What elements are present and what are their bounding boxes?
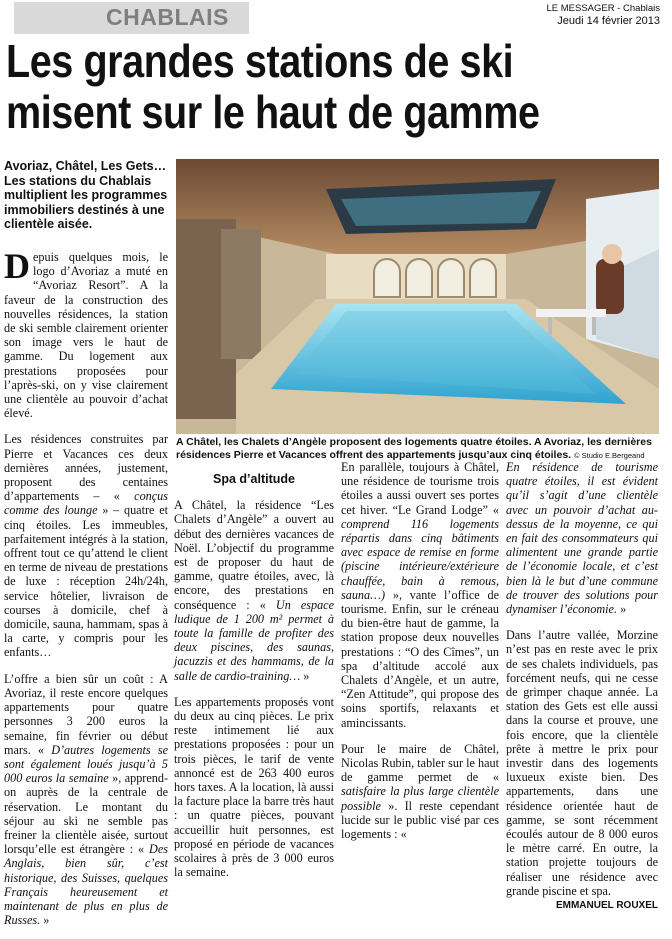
paragraph-text: », vante l’office de tourisme. Enfin, sur le créneau du bien-être haut de gamme, la station propose deux nouvelles prestations : “O des Cîmes”, un spa d’altitude accolé aux Chalets d’Angèle, et un autre, “Zen Attitude”, qui propose des soins sportifs, relaxants et amincissants. xyxy=(341,587,499,730)
publication-name: LE MESSAGER - Chablais xyxy=(546,3,660,14)
paragraph-text: » xyxy=(620,602,627,617)
headline-line-1: Les grandes stations de ski xyxy=(6,35,514,87)
paragraph-text: Dans l’autre vallée, Morzine n’est pas en reste avec le prix de ses chalets individuels, pas forcément neufs, qui ne cesse de grimper chaque année. La station des Gets est elle aussi dans la course et prouve, une fois encore, que la clientèle prête à mettre le prix pour investir dans des logements luxueux existe bien. Des appartements, dans une résidence orientée haut de gamme, se sont récemment écoulés autour de 8 000 euros le mètre carré. En outre, la station projette toujours de réaliser une résidence avec grande piscine et spa. xyxy=(506,628,658,898)
subheading: Spa d’altitude xyxy=(213,472,295,486)
paragraph-text: En parallèle, toujours à Châtel, une résidence de tourisme trois étoiles a aussi ouvert ses portes cet hiver. “Le Grand Lodge” « xyxy=(341,460,499,517)
publication-date: Jeudi 14 février 2013 xyxy=(557,14,660,27)
quote: comprend 116 logements répartis dans cinq bâtiments avec espace de remise en forme (piscine intérieure/extérieure chauffée, bain à remous, sauna…) xyxy=(341,516,499,602)
lede: Avoriaz, Châtel, Les Gets… Les stations du Chablais multiplient les programmes immobiliers destinés à une clientèle aisée. xyxy=(4,159,168,231)
photo-credit: © Studio E.Bergeand xyxy=(574,450,645,460)
article-column-2 xyxy=(174,472,334,891)
section-banner xyxy=(14,2,249,34)
article-column-1 xyxy=(4,246,169,939)
paragraph xyxy=(4,246,168,421)
paragraph xyxy=(174,498,334,683)
headline-line-2: misent sur le haut de gamme xyxy=(6,86,540,138)
masthead-info xyxy=(546,4,660,28)
paragraph xyxy=(174,695,334,880)
paragraph-text: » – quatre et cinq étoiles. Les immeubles, parfaitement intégrés à la station, offrent tout ce qu’attend le client en terme de niveau de prestations de luxe : réception 24h/24h, service hôtelier, livraison de courses à domicile, chef à domicile, sauna, hammam, spas à la carte, y compris pour les enfants… xyxy=(4,503,168,660)
paragraph xyxy=(506,628,658,898)
photo-caption xyxy=(176,436,659,462)
paragraph-text: Les appartements proposés vont du deux au cinq pièces. Le prix reste intimement lié aux prestations proposées : pour un trois pièces, le tarif de vente annoncé est de 263 400 euros hors taxes. A la location, là aussi la facture place la barre très haut : un quatre pièces, pouvant accueillir huit personnes, est proposé en période de vacances scolaires à près de 3 000 euros la semaine. xyxy=(174,694,334,880)
quote: satisfaire la plus large clientèle possible xyxy=(341,784,499,813)
quote: Un espace ludique de 1 200 m² permet à toute la famille de profiter des deux piscines, des saunas, jacuzzis et des hammams, de la salle de cardio-training… xyxy=(174,597,334,683)
quote: En résidence de tourisme quatre étoiles, il est évident qu’il s’agit d’une clientèle avec un pouvoir d’achat au-dessus de la moyenne, ce qui en fait des consommateurs qui alimentent une grande partie de l’économie locale, et c’est bien là le but d’une commune de trouver des solutions pour dynamiser l’économie. xyxy=(506,460,658,617)
caption-text: A Châtel, les Chalets d’Angèle proposent des logements quatre étoiles. A Avoriaz, les dernières résidences Pierre et Vacances offrent des appartements jusqu’aux cinq étoiles. xyxy=(176,436,652,461)
paragraph xyxy=(341,460,499,730)
paragraph-text: A Châtel, la résidence “Les Chalets d’Angèle” a ouvert au début des dernières vacances de Noël. L’objectif du programme est de proposer du haut de gamme, quatre étoiles, avec, là encore, des prestations en conséquence : « xyxy=(174,498,334,612)
paragraph-text: Pour le maire de Châtel, Nicolas Rubin, tabler sur le haut de gamme permet de « xyxy=(341,741,499,785)
author-signature: EMMANUEL ROUXEL xyxy=(555,900,658,912)
pool-photo-illustration xyxy=(176,159,659,434)
paragraph-text: » xyxy=(303,668,310,683)
section-title: CHABLAIS xyxy=(106,4,229,30)
paragraph-text: » xyxy=(43,913,50,928)
pool-photo xyxy=(176,159,659,434)
paragraph xyxy=(341,742,499,841)
quote: Des Anglais, bien sûr, c’est historique, des Suisses, quelques Français heureusement et maintenant de plus en plus de Russes. xyxy=(4,842,168,928)
paragraph-text: epuis quelques mois, le logo d’Avoriaz a muté en “Avoriaz Resort”. A la faveur de la construction des nouvelles résidences, la station de ski semble clairement orienter son image vers le haut de gamme. Du logement aux prestations proposées pour l’après-ski, on y vise clairement une clientèle au pouvoir d’achat élevé. xyxy=(4,250,168,421)
drop-cap: D xyxy=(4,246,30,286)
headline xyxy=(6,36,574,138)
paragraph-text: ». Il reste cependant lucide sur le public visé par ces logements : « xyxy=(341,798,499,842)
paragraph xyxy=(4,672,168,928)
paragraph-text: L’offre a bien sûr un coût : A Avoriaz, il reste encore quelques appartements pour quatre personnes 3 200 euros la semaine, fin février ou début mars. « xyxy=(4,671,168,757)
article-column-4 xyxy=(506,460,658,913)
quote: conçus comme des lounge xyxy=(4,489,168,518)
quote: D’autres logements se sont également loués jusqu’à 5 000 euros la semaine xyxy=(4,742,168,786)
paragraph-text: Les résidences construites par Pierre et Vacances ces deux dernières années, justement, proposent des centaines d’appartements – « xyxy=(4,432,168,504)
paragraph xyxy=(4,432,168,659)
paragraph-text: », apprend-on auprès de la centrale de réservation. Le montant du séjour au ski ne semble pas freiner la clientèle aisée, surtout lorsqu’elle est étrangère : « xyxy=(4,771,169,857)
paragraph xyxy=(506,460,658,616)
article-column-3 xyxy=(341,460,499,853)
